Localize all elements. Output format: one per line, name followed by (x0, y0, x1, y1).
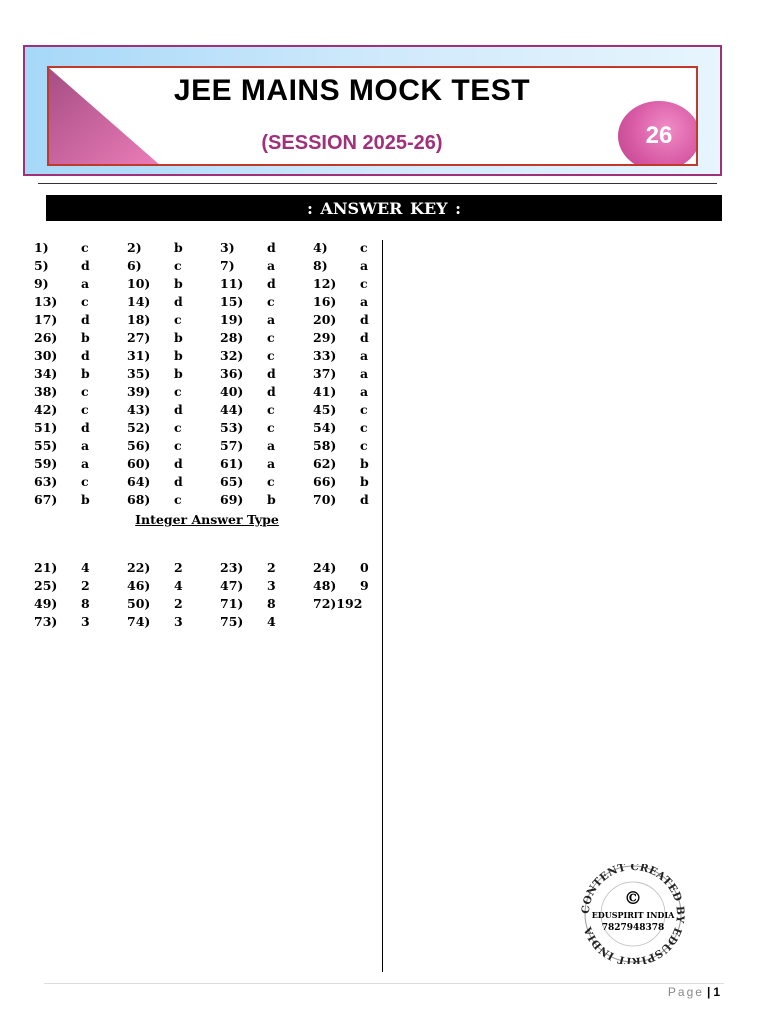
answer-value: a (81, 276, 90, 291)
answer-value: a (267, 456, 276, 471)
answer-value: c (267, 402, 275, 417)
answer-value: a (81, 438, 90, 453)
test-number-badge: 26 (618, 101, 698, 166)
question-number: 74) (127, 614, 151, 629)
answer-value: c (360, 276, 368, 291)
question-number: 24) (313, 560, 337, 575)
answer-value: d (267, 276, 276, 291)
question-number: 20) (313, 312, 337, 327)
question-number: 52) (127, 420, 151, 435)
eduspirit-stamp (578, 864, 688, 964)
answer-value: d (360, 330, 369, 345)
answer-value: c (81, 402, 89, 417)
answer-value: b (360, 474, 369, 489)
column-divider (382, 240, 383, 972)
question-number: 51) (34, 420, 58, 435)
question-number: 37) (313, 366, 337, 381)
answer-value: a (360, 384, 369, 399)
answer-value: c (174, 492, 182, 507)
question-number: 49) (34, 596, 58, 611)
answer-value: c (81, 240, 89, 255)
question-number: 26) (34, 330, 58, 345)
question-number: 59) (34, 456, 58, 471)
header-banner-inner (47, 66, 698, 166)
question-number: 15) (220, 294, 244, 309)
answer-value: d (174, 294, 183, 309)
answer-value: c (81, 474, 89, 489)
question-number: 10) (127, 276, 151, 291)
answer-value: d (81, 312, 90, 327)
page-title: JEE MAINS MOCK TEST (173, 74, 531, 107)
question-number: 55) (34, 438, 58, 453)
answer-value: d (267, 384, 276, 399)
question-number: 53) (220, 420, 244, 435)
answer-value: d (267, 240, 276, 255)
top-divider (38, 183, 717, 184)
question-number: 2) (127, 240, 142, 255)
answer-value: c (81, 384, 89, 399)
question-number: 18) (127, 312, 151, 327)
question-number: 75) (220, 614, 244, 629)
question-number: 31) (127, 348, 151, 363)
answer-value: 8 (267, 596, 276, 611)
question-number: 45) (313, 402, 337, 417)
answer-value: 8 (81, 596, 90, 611)
answer-value: c (360, 438, 368, 453)
question-number: 48) (313, 578, 337, 593)
question-number: 27) (127, 330, 151, 345)
answer-value: b (174, 348, 183, 363)
answer-value: c (81, 294, 89, 309)
question-number: 21) (34, 560, 58, 575)
integer-section-title: Integer Answer Type (135, 512, 279, 527)
question-number: 35) (127, 366, 151, 381)
answer-value: d (174, 474, 183, 489)
question-number: 62) (313, 456, 337, 471)
copyright-icon: © (624, 888, 642, 909)
answer-value: 3 (267, 578, 276, 593)
answer-value: c (360, 402, 368, 417)
page-footer (668, 985, 720, 999)
answer-value: c (174, 258, 182, 273)
answer-value: b (174, 366, 183, 381)
answer-value: b (267, 492, 276, 507)
answer-value: 3 (81, 614, 90, 629)
answer-value: 4 (174, 578, 183, 593)
answer-value: b (81, 330, 90, 345)
question-number: 56) (127, 438, 151, 453)
question-number: 50) (127, 596, 151, 611)
question-number: 67) (34, 492, 58, 507)
question-number: 34) (34, 366, 58, 381)
question-number: 14) (127, 294, 151, 309)
answer-value: 2 (174, 560, 183, 575)
question-number: 8) (313, 258, 328, 273)
question-number: 42) (34, 402, 58, 417)
session-subtitle: (SESSION 2025-26) (261, 132, 443, 154)
stamp-ring-text: CONTENT CREATED BY EDUSPIRIT INDIA (579, 864, 687, 964)
question-number: 6) (127, 258, 142, 273)
answer-value: 0 (360, 560, 369, 575)
question-number: 33) (313, 348, 337, 363)
question-number: 69) (220, 492, 244, 507)
question-number: 44) (220, 402, 244, 417)
question-number: 3) (220, 240, 235, 255)
answer-value: a (360, 258, 369, 273)
answer-value: d (81, 258, 90, 273)
question-number: 47) (220, 578, 244, 593)
question-number: 71) (220, 596, 244, 611)
answer-value: b (174, 330, 183, 345)
question-number: 64) (127, 474, 151, 489)
question-number: 60) (127, 456, 151, 471)
question-number: 70) (313, 492, 337, 507)
answer-value: d (81, 420, 90, 435)
question-number: 36) (220, 366, 244, 381)
answer-value: a (81, 456, 90, 471)
answer-value: 3 (174, 614, 183, 629)
answer-value: 2 (267, 560, 276, 575)
answer-value: a (267, 312, 276, 327)
answer-value: a (360, 348, 369, 363)
question-number: 23) (220, 560, 244, 575)
answer-value: b (174, 276, 183, 291)
answer-value: d (174, 402, 183, 417)
answer-value: d (267, 366, 276, 381)
page-label: Page (667, 985, 704, 999)
question-number: 32) (220, 348, 244, 363)
answer-value: 9 (360, 578, 369, 593)
question-number: 22) (127, 560, 151, 575)
question-number: 41) (313, 384, 337, 399)
question-number: 4) (313, 240, 328, 255)
stamp-phone: 7827948378 (601, 923, 665, 933)
question-number: 65) (220, 474, 244, 489)
question-number: 57) (220, 438, 244, 453)
answer-value: c (174, 312, 182, 327)
question-number: 39) (127, 384, 151, 399)
question-number: 7) (220, 258, 235, 273)
question-number: 63) (34, 474, 58, 489)
answer-value: a (360, 366, 369, 381)
answer-value: c (267, 330, 275, 345)
answer-value: b (360, 456, 369, 471)
answer-value: b (81, 492, 90, 507)
answer-value: 4 (81, 560, 90, 575)
answer-value: c (360, 420, 368, 435)
page-number: 1 (713, 985, 720, 999)
question-number: 30) (34, 348, 58, 363)
answer-value: b (81, 366, 90, 381)
question-number: 38) (34, 384, 58, 399)
page-separator: | (706, 985, 711, 999)
question-number: 19) (220, 312, 244, 327)
question-number: 73) (34, 614, 58, 629)
answer-value: c (267, 348, 275, 363)
answer-value: a (360, 294, 369, 309)
answer-value: d (174, 456, 183, 471)
answer-value: 2 (81, 578, 90, 593)
question-number: 13) (34, 294, 58, 309)
question-number: 1) (34, 240, 49, 255)
question-number: 12) (313, 276, 337, 291)
answer-value: c (174, 420, 182, 435)
answer-value: c (267, 420, 275, 435)
question-number: 28) (220, 330, 244, 345)
question-number: 72)192 (313, 596, 363, 611)
stamp-name: EDUSPIRIT INDIA (591, 910, 675, 920)
answer-value: d (81, 348, 90, 363)
question-number: 68) (127, 492, 151, 507)
question-number: 43) (127, 402, 151, 417)
answer-value: c (267, 474, 275, 489)
question-number: 58) (313, 438, 337, 453)
question-number: 17) (34, 312, 58, 327)
question-number: 9) (34, 276, 49, 291)
answer-value: 2 (174, 596, 183, 611)
question-number: 11) (220, 276, 244, 291)
answer-value: c (267, 294, 275, 309)
question-number: 25) (34, 578, 58, 593)
question-number: 54) (313, 420, 337, 435)
answer-value: d (360, 312, 369, 327)
question-number: 61) (220, 456, 244, 471)
answer-value: b (174, 240, 183, 255)
answer-value: c (174, 384, 182, 399)
answer-value: c (174, 438, 182, 453)
question-number: 66) (313, 474, 337, 489)
question-number: 40) (220, 384, 244, 399)
answer-value: a (267, 258, 276, 273)
question-number: 46) (127, 578, 151, 593)
header-banner (23, 45, 722, 176)
answer-value: c (360, 240, 368, 255)
question-number: 5) (34, 258, 49, 273)
footer-divider (44, 983, 724, 984)
answer-value: d (360, 492, 369, 507)
question-number: 29) (313, 330, 337, 345)
answer-key-heading: : ANSWER KEY : (46, 195, 722, 221)
answer-value: a (267, 438, 276, 453)
answer-value: 4 (267, 614, 276, 629)
question-number: 16) (313, 294, 337, 309)
